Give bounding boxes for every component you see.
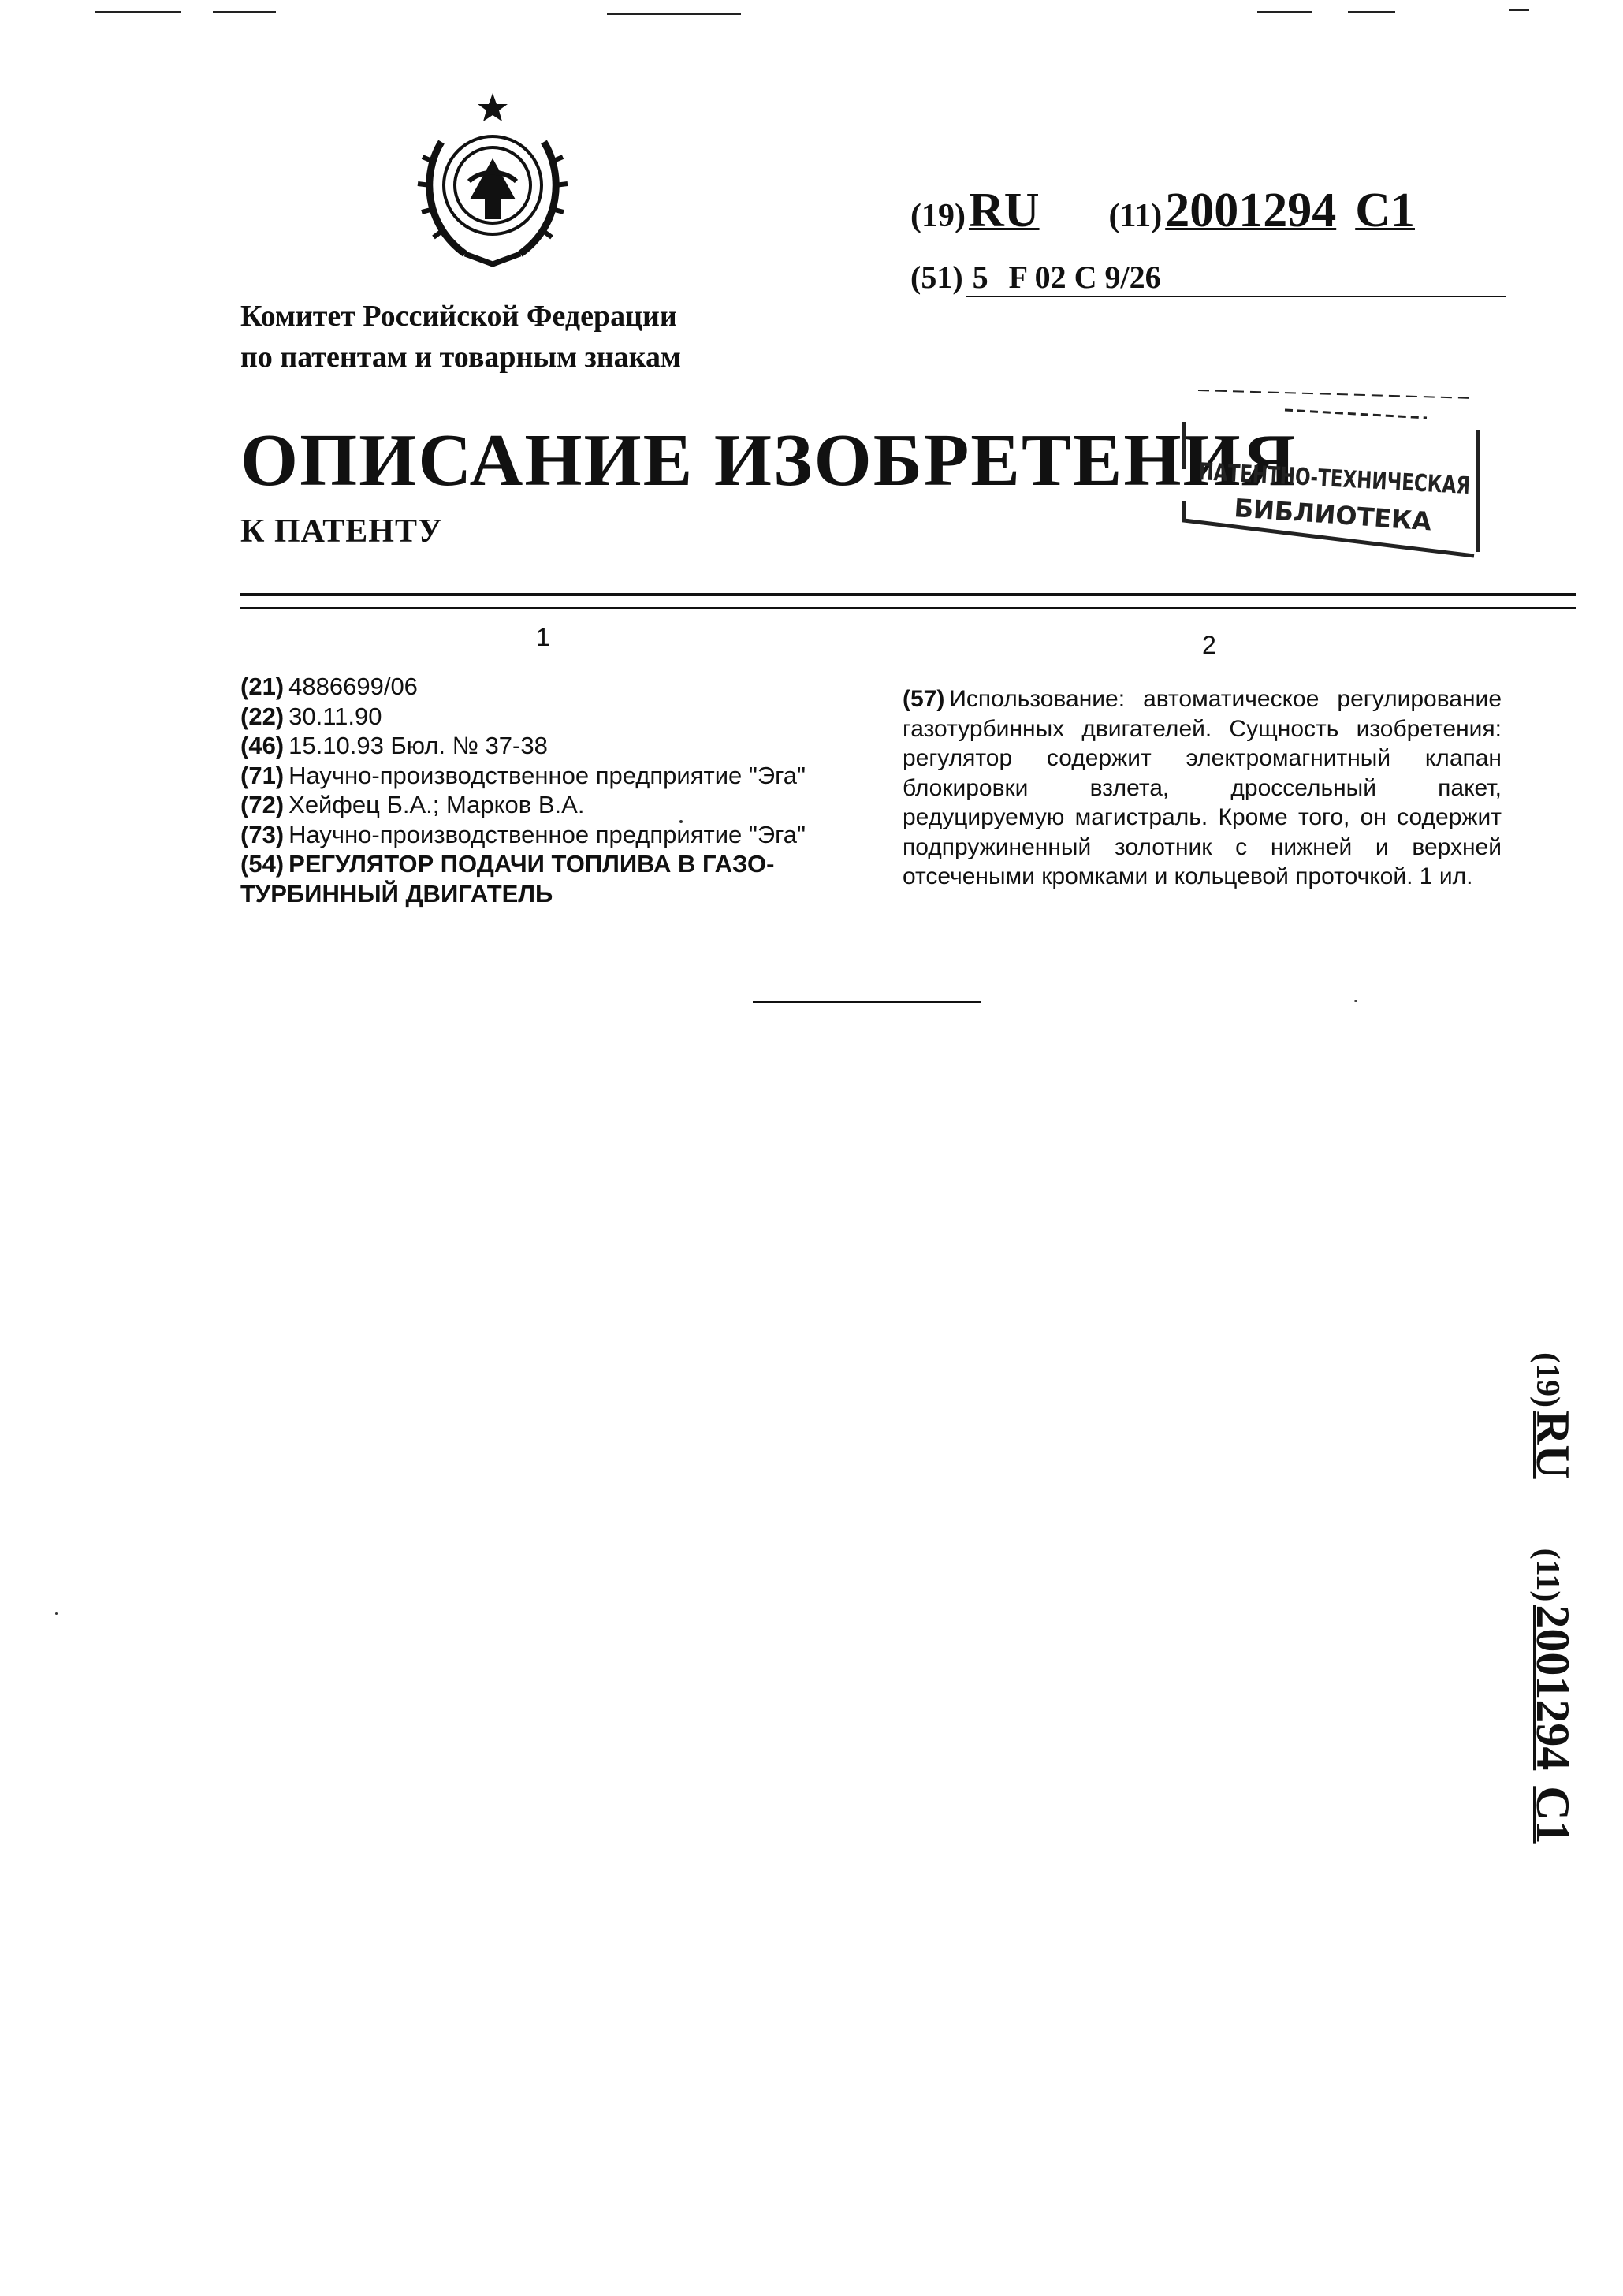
ipc-underline: [966, 296, 1506, 297]
kind-code: C1: [1355, 184, 1415, 237]
column-number-right: 2: [1202, 631, 1216, 659]
filing-date: 30.11.90: [288, 702, 382, 730]
biblio-row: [240, 849, 824, 908]
scan-speck: [55, 1612, 58, 1615]
biblio-row: [240, 761, 839, 791]
scan-artifact-line: [607, 13, 741, 15]
side-publication-code: [1525, 1352, 1580, 1844]
ipc-class: F 02 C 9/26: [1008, 259, 1161, 295]
side-patent-number: 2001294: [1527, 1605, 1579, 1771]
inventors: Хейфец Б.А.; Марков В.А.: [288, 791, 585, 818]
biblio-code: (73): [240, 820, 285, 848]
document-subtitle: К ПАТЕНТУ: [240, 513, 443, 550]
scan-artifact-line: [1509, 9, 1529, 11]
biblio-row: [240, 672, 839, 702]
patent-number: 2001294: [1165, 184, 1337, 237]
code-51-label: (51): [910, 259, 963, 295]
biblio-code: (22): [240, 702, 285, 730]
stamp-line-3: БИБЛИОТЕКА: [1233, 493, 1433, 537]
abstract-code: (57): [903, 686, 945, 712]
code-19-label: (19): [910, 198, 966, 234]
committee-line-1: Комитет Российской Федерации: [240, 300, 677, 333]
abstract: [903, 684, 1502, 892]
biblio-row: [240, 790, 839, 820]
biblio-code: (54): [240, 850, 285, 878]
biblio-code: (21): [240, 673, 285, 700]
biblio-row: [240, 702, 839, 732]
abstract-text: Использование: автоматическое регулирование газотурбинных двигателей. Сущность изобретения: регулятор содержит электромагнитный клапан блокировки взлета, дроссельный пакет, редуцируемую магистраль. Кроме того, он содержит подпружиненный золотник с нижней и верхней отсечеными кромками и кольцевой проточкой. 1 ил.: [903, 686, 1502, 889]
biblio-code: (46): [240, 732, 285, 759]
committee-line-2: по патентам и товарным знакам: [240, 341, 681, 374]
biblio-code: (72): [240, 791, 285, 818]
scan-artifact-line: [213, 11, 276, 13]
patentee: Научно-производственное предприятие "Эга": [288, 820, 806, 848]
applicant: Научно-производственное предприятие "Эга": [288, 761, 806, 789]
scan-speck: [1354, 1000, 1357, 1002]
coat-of-arms-emblem: [410, 87, 575, 272]
biblio-code: (71): [240, 761, 285, 789]
scan-artifact-line: [1257, 11, 1312, 13]
scan-artifact-line: [1348, 11, 1395, 13]
side-country-code: RU: [1527, 1410, 1579, 1479]
biblio-row: [240, 820, 839, 850]
ipc-edition: 5: [972, 259, 988, 295]
side-kind-code: C1: [1527, 1786, 1579, 1844]
code-11-label: (11): [1108, 198, 1163, 234]
invention-title: РЕГУЛЯТОР ПОДАЧИ ТОПЛИВА В ГАЗО-ТУРБИННЫЙ ДВИГАТЕЛЬ: [240, 850, 775, 908]
publication-codes: [910, 183, 1415, 239]
header-separator-thin: [240, 607, 1576, 609]
stamp-line-2: ПАТЕНТНО-ТЕХНИЧЕСКАЯ: [1197, 458, 1554, 505]
ipc-classification: [910, 259, 1161, 296]
column-number-left: 1: [536, 623, 550, 651]
section-end-rule: [753, 1001, 981, 1003]
library-stamp: [1167, 382, 1554, 564]
bibliographic-data: [240, 672, 839, 908]
application-number: 4886699/06: [288, 673, 418, 700]
country-code: RU: [968, 184, 1040, 237]
committee-name: [240, 296, 681, 378]
biblio-row: [240, 731, 839, 761]
side-code-19-label: (19): [1529, 1352, 1565, 1407]
header-separator-thick: [240, 593, 1576, 596]
publication-date: 15.10.93 Бюл. № 37-38: [288, 732, 548, 759]
side-code-11-label: (11): [1529, 1548, 1565, 1602]
scan-artifact-line: [95, 11, 181, 13]
document-title: ОПИСАНИЕ ИЗОБРЕТЕНИЯ: [240, 419, 1297, 501]
